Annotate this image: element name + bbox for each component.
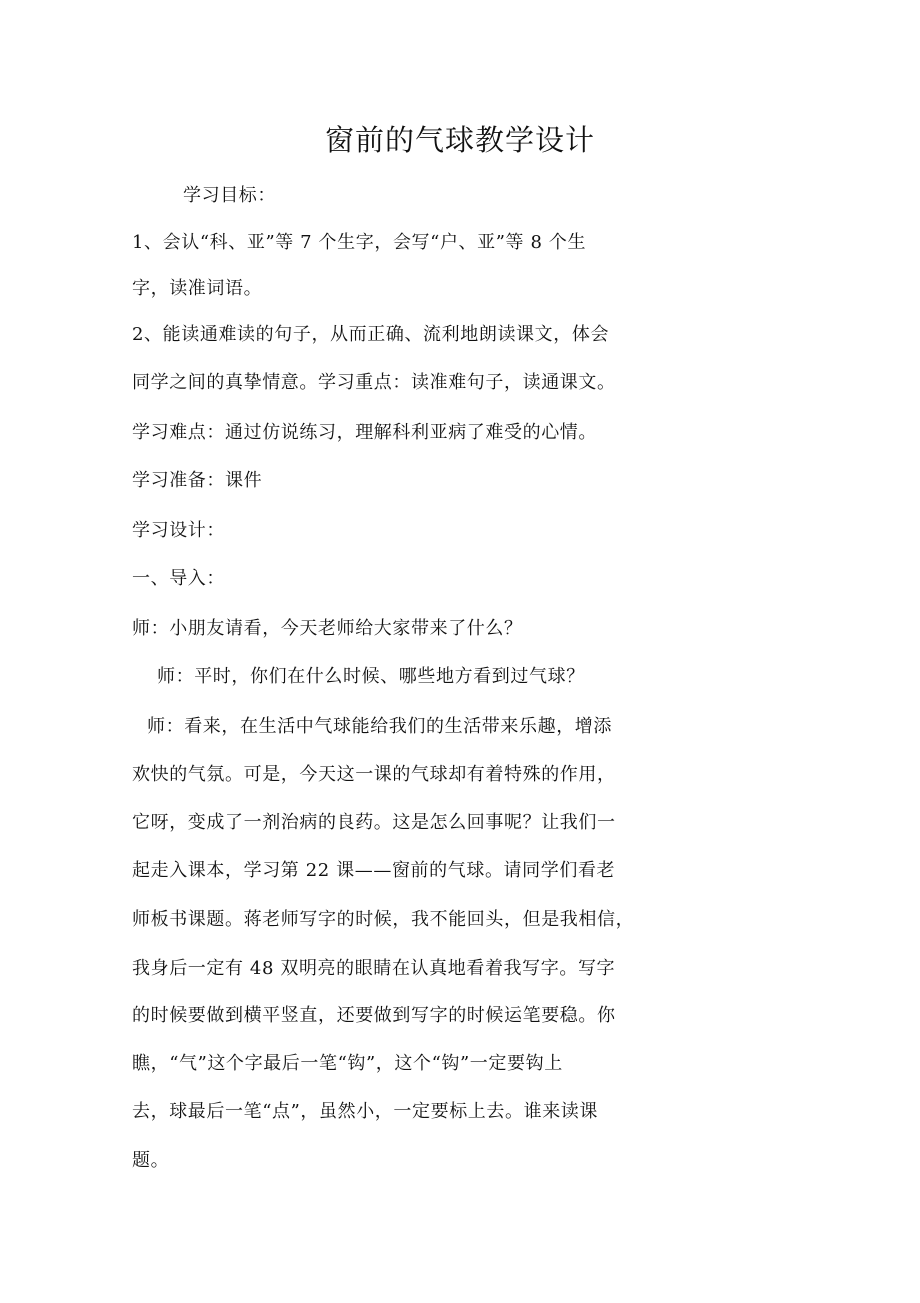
paragraph-line: 瞧，“气”这个字最后一笔“钩”，这个“钩”一定要钩上: [132, 1053, 563, 1074]
paragraph-line: 2、能读通难读的句子，从而正确、流利地朗读课文，体会: [132, 324, 610, 345]
section-heading-learning-goals: 学习目标：: [183, 185, 276, 206]
paragraph-line: 我身后一定有 48 双明亮的眼睛在认真地看着我写字。写字: [132, 958, 616, 979]
document-title: 窗前的气球教学设计: [324, 123, 595, 157]
paragraph-line: 师：看来，在生活中气球能给我们的生活带来乐趣，增添: [147, 716, 612, 737]
paragraph-line: 1、会认“科、亚”等 7 个生字，会写“户、亚”等 8 个生: [132, 232, 587, 253]
paragraph-line: 字，读准词语。: [132, 278, 263, 299]
paragraph-line: 题。: [132, 1150, 170, 1171]
paragraph-line: 它呀，变成了一剂治病的良药。这是怎么回事呢？让我们一: [132, 812, 616, 833]
paragraph-line: 的时候要做到横平竖直，还要做到写字的时候运笔要稳。你: [132, 1005, 616, 1026]
paragraph-line: 学习难点：通过仿说练习，理解科利亚病了难受的心情。: [132, 422, 597, 443]
paragraph-line: 欢快的气氛。可是，今天这一课的气球却有着特殊的作用，: [132, 764, 616, 785]
paragraph-line: 师：小朋友请看，今天老师给大家带来了什么？: [132, 618, 523, 639]
section-heading-learning-design: 学习设计：: [132, 520, 225, 541]
paragraph-line: 去，球最后一笔“点”，虽然小，一定要标上去。谁来读课: [132, 1101, 599, 1122]
paragraph-line: 同学之间的真挚情意。学习重点：读准难句子，读通课文。: [132, 372, 616, 393]
paragraph-line: 师板书课题。蒋老师写字的时候，我不能回头，但是我相信，: [132, 909, 635, 930]
paragraph-line: 起走入课本，学习第 22 课——窗前的气球。请同学们看老: [132, 860, 616, 881]
paragraph-line: 师：平时，你们在什么时候、哪些地方看到过气球？: [157, 666, 585, 687]
paragraph-line: 学习准备：课件: [132, 470, 263, 491]
section-heading-intro: 一、导入：: [132, 568, 225, 589]
